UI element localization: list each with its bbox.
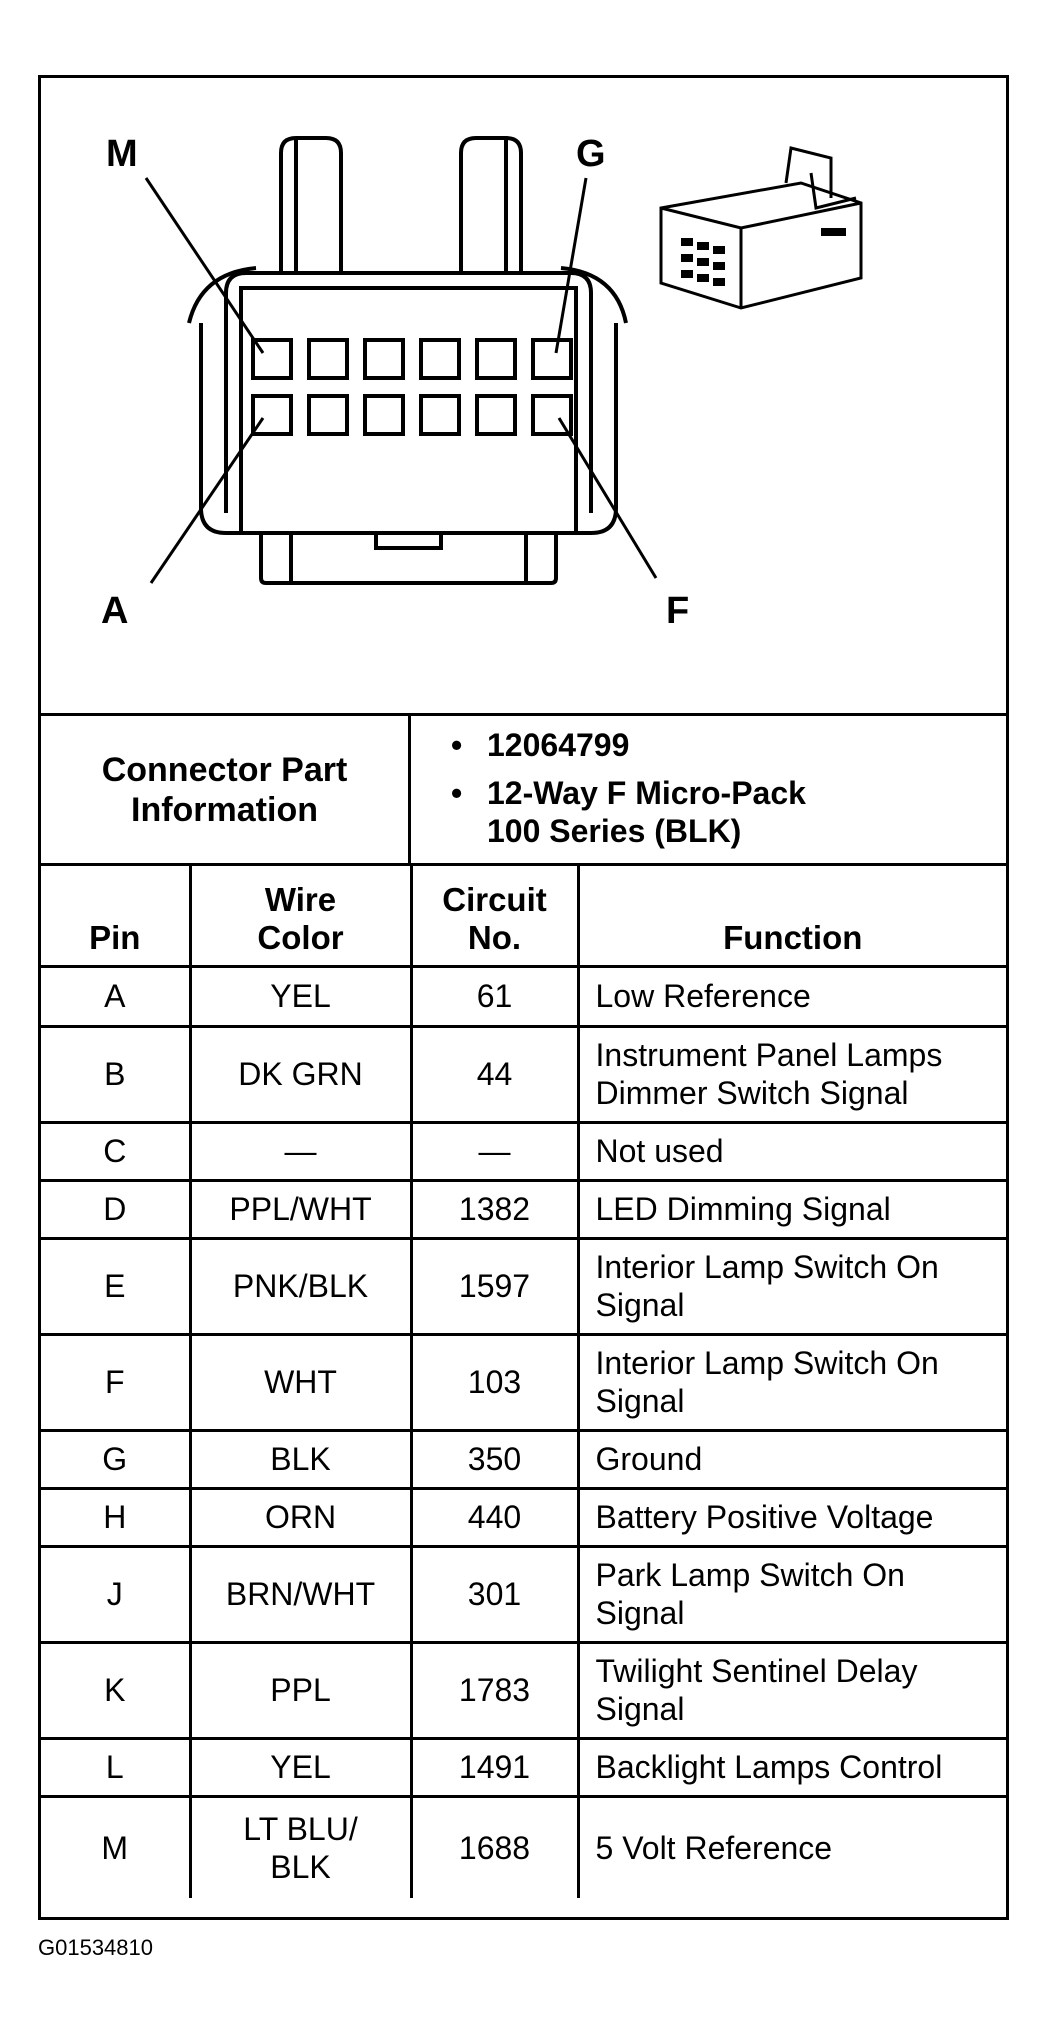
cell-pin: M xyxy=(41,1796,190,1898)
pin-label-top-right: G xyxy=(576,133,606,175)
cell-function: Twilight Sentinel Delay Signal xyxy=(578,1642,1006,1738)
connector-face-diagram xyxy=(41,78,1006,713)
cell-wire-color: DK GRN xyxy=(190,1026,411,1122)
cell-function: Battery Positive Voltage xyxy=(578,1488,1006,1546)
cell-wire-color: YEL xyxy=(190,966,411,1026)
cell-circuit: 1783 xyxy=(411,1642,578,1738)
pin-label-bottom-left: A xyxy=(101,590,129,632)
cell-function: Low Reference xyxy=(578,966,1006,1026)
pin-label-top-left: M xyxy=(106,133,138,175)
connector-diagram-area xyxy=(41,78,1006,716)
cell-function: Instrument Panel Lamps Dimmer Switch Signal xyxy=(578,1026,1006,1122)
connector-sheet xyxy=(38,75,1009,1920)
cell-wire-color: PPL xyxy=(190,1642,411,1738)
connector-info-values xyxy=(411,716,1006,863)
table-row xyxy=(41,1488,1006,1546)
cell-circuit: — xyxy=(411,1122,578,1180)
cell-function: Ground xyxy=(578,1430,1006,1488)
cell-circuit: 1491 xyxy=(411,1738,578,1796)
cell-function: LED Dimming Signal xyxy=(578,1180,1006,1238)
cell-pin: A xyxy=(41,966,190,1026)
connector-info-item xyxy=(451,774,1006,850)
header-function: Function xyxy=(578,866,1006,966)
connector-info-label: Connector Part Information xyxy=(101,750,348,829)
cell-circuit: 1688 xyxy=(411,1796,578,1898)
cell-circuit: 103 xyxy=(411,1334,578,1430)
cell-function: Interior Lamp Switch On Signal xyxy=(578,1238,1006,1334)
cell-wire-color: — xyxy=(190,1122,411,1180)
cell-pin: H xyxy=(41,1488,190,1546)
cell-circuit: 44 xyxy=(411,1026,578,1122)
pin-label-bottom-right: F xyxy=(666,590,690,632)
table-row xyxy=(41,1334,1006,1430)
bullet-icon: • xyxy=(451,727,463,763)
table-row xyxy=(41,1738,1006,1796)
pin-table-body xyxy=(41,966,1006,1898)
cell-circuit: 61 xyxy=(411,966,578,1026)
table-row xyxy=(41,1180,1006,1238)
bullet-icon: • xyxy=(451,775,463,811)
cell-circuit: 1597 xyxy=(411,1238,578,1334)
table-row xyxy=(41,1122,1006,1180)
table-row xyxy=(41,1430,1006,1488)
cell-wire-color: LT BLU/ BLK xyxy=(190,1796,411,1898)
connector-description: 12-Way F Micro-Pack 100 Series (BLK) xyxy=(487,775,806,849)
cell-function: Backlight Lamps Control xyxy=(578,1738,1006,1796)
table-row xyxy=(41,1546,1006,1642)
table-row xyxy=(41,1238,1006,1334)
cell-wire-color: BLK xyxy=(190,1430,411,1488)
cell-function: Not used xyxy=(578,1122,1006,1180)
cell-wire-color: PPL/WHT xyxy=(190,1180,411,1238)
cell-pin: L xyxy=(41,1738,190,1796)
cell-pin: E xyxy=(41,1238,190,1334)
header-pin: Pin xyxy=(41,866,190,966)
table-row xyxy=(41,966,1006,1026)
cell-wire-color: PNK/BLK xyxy=(190,1238,411,1334)
table-header-row xyxy=(41,866,1006,966)
cell-circuit: 301 xyxy=(411,1546,578,1642)
cell-pin: G xyxy=(41,1430,190,1488)
cell-circuit: 1382 xyxy=(411,1180,578,1238)
cell-wire-color: BRN/WHT xyxy=(190,1546,411,1642)
cell-function: Interior Lamp Switch On Signal xyxy=(578,1334,1006,1430)
figure-id: G01534810 xyxy=(38,1935,153,1960)
cell-wire-color: YEL xyxy=(190,1738,411,1796)
connector-info-item xyxy=(451,726,1006,764)
connector-3d-icon xyxy=(661,148,861,308)
cell-function: 5 Volt Reference xyxy=(578,1796,1006,1898)
connector-info-row xyxy=(41,716,1006,866)
cell-pin: C xyxy=(41,1122,190,1180)
cell-pin: K xyxy=(41,1642,190,1738)
cell-pin: J xyxy=(41,1546,190,1642)
cell-circuit: 440 xyxy=(411,1488,578,1546)
pin-table xyxy=(41,866,1006,1898)
header-wire-color: Wire Color xyxy=(190,866,411,966)
table-row xyxy=(41,1642,1006,1738)
table-row xyxy=(41,1026,1006,1122)
connector-info-label-cell xyxy=(41,716,411,863)
part-number: 12064799 xyxy=(487,727,630,763)
cell-wire-color: ORN xyxy=(190,1488,411,1546)
cell-circuit: 350 xyxy=(411,1430,578,1488)
cell-wire-color: WHT xyxy=(190,1334,411,1430)
cell-pin: B xyxy=(41,1026,190,1122)
cell-function: Park Lamp Switch On Signal xyxy=(578,1546,1006,1642)
cell-pin: D xyxy=(41,1180,190,1238)
table-row xyxy=(41,1796,1006,1898)
header-circuit-no: Circuit No. xyxy=(411,866,578,966)
cell-pin: F xyxy=(41,1334,190,1430)
